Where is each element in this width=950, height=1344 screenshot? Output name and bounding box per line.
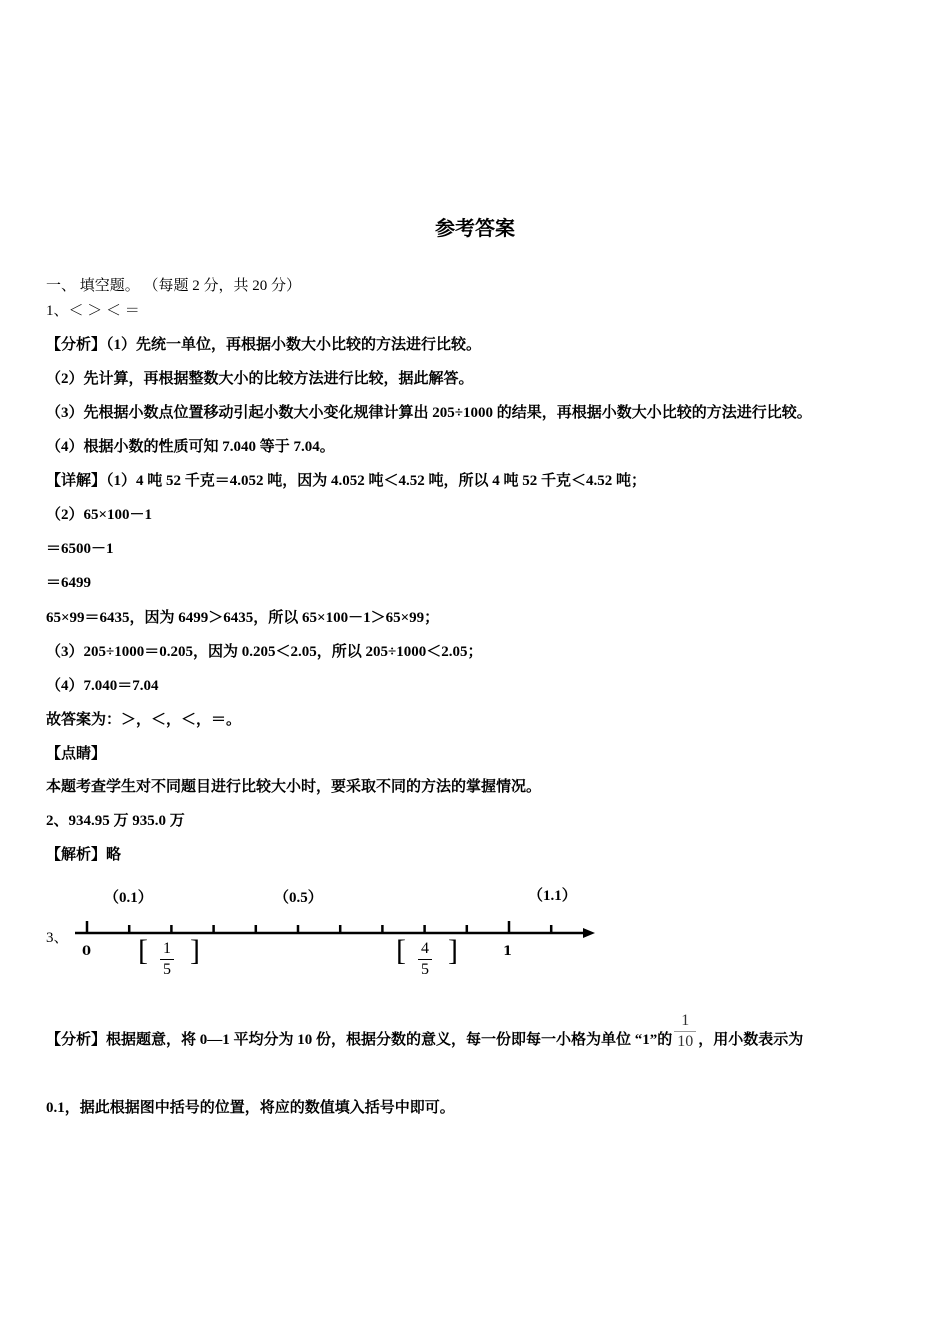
answer-1: 1、＜ ＞ ＜ ＝ [46, 303, 140, 319]
top-answer: （1.1） [528, 888, 577, 904]
answer-2: 2、934.95 万 935.0 万 [46, 813, 185, 829]
fraction-numerator: 1 [163, 940, 171, 957]
text-line: 【点睛】 [46, 746, 107, 762]
analysis-3-line1 [46, 1012, 803, 1051]
bracket-right: ] [448, 934, 458, 967]
fraction-numerator: 4 [421, 940, 429, 957]
text-line: 本题考查学生对不同题目进行比较大小时，要采取不同的方法的掌握情况。 [46, 779, 542, 795]
fraction-denominator: 5 [163, 961, 171, 978]
analysis-3-line2: 0.1，据此根据图中括号的位置，将应的数值填入括号中即可。 [46, 1100, 455, 1116]
section-heading: 一、 填空题。 （每题 2 分，共 20 分） [46, 278, 302, 294]
fraction-numerator: 1 [681, 1012, 690, 1029]
label-one: 1 [503, 944, 513, 959]
text-line: ＝6500－1 [46, 541, 114, 557]
bracket-right: ] [190, 934, 200, 967]
fraction-one-tenth [674, 1012, 696, 1051]
tick-marks [87, 921, 551, 933]
label-zero: 0 [82, 944, 92, 959]
text-line: （3）205÷1000＝0.205，因为 0.205＜2.05，所以 205÷1000＜2.05； [46, 644, 483, 660]
page-title: 参考答案 [435, 218, 515, 240]
fraction-denominator: 5 [421, 961, 429, 978]
fraction-four-fifths [418, 940, 432, 979]
text-line: 【解析】略 [46, 847, 122, 863]
text-line: （4）7.040＝7.04 [46, 678, 159, 694]
analysis-text: ，用小数表示为 [698, 1032, 804, 1048]
top-answer: （0.1） [104, 890, 153, 906]
text-line: （2）65×100－1 [46, 507, 153, 523]
bracket-left: [ [138, 934, 148, 967]
fraction-denominator: 10 [677, 1033, 694, 1050]
top-answer: （0.5） [274, 890, 323, 906]
text-line: 故答案为：＞，＜，＜，＝。 [46, 712, 242, 728]
analysis-text: 【分析】根据题意，将 0—1 平均分为 10 份，根据分数的意义，每一份即每一小格为单位 “1”的 [46, 1032, 673, 1048]
text-line: （4）根据小数的性质可知 7.040 等于 7.04。 [46, 439, 335, 455]
bracket-left: [ [396, 934, 406, 967]
text-line: 【分析】（1）先统一单位，再根据小数大小比较的方法进行比较。 [46, 337, 482, 353]
text-line: ＝6499 [46, 575, 92, 591]
text-line: 【详解】（1）4 吨 52 千克＝4.052 吨，因为 4.052 吨＜4.52 吨，所以 4 吨 52 千克＜4.52 吨； [46, 473, 647, 489]
text-line: （2）先计算，再根据整数大小的比较方法进行比较，据此解答。 [46, 371, 474, 387]
text-line: （3）先根据小数点位置移动引起小数大小变化规律计算出 205÷1000 的结果，再根据小数大小比较的方法进行比较。 [46, 405, 812, 421]
arrow-head-icon [583, 928, 595, 938]
fraction-one-fifth [160, 940, 174, 979]
answer-3-label: 3、 [46, 930, 69, 946]
text-line: 65×99＝6435，因为 6499＞6435，所以 65×100－1＞65×99； [46, 610, 440, 626]
